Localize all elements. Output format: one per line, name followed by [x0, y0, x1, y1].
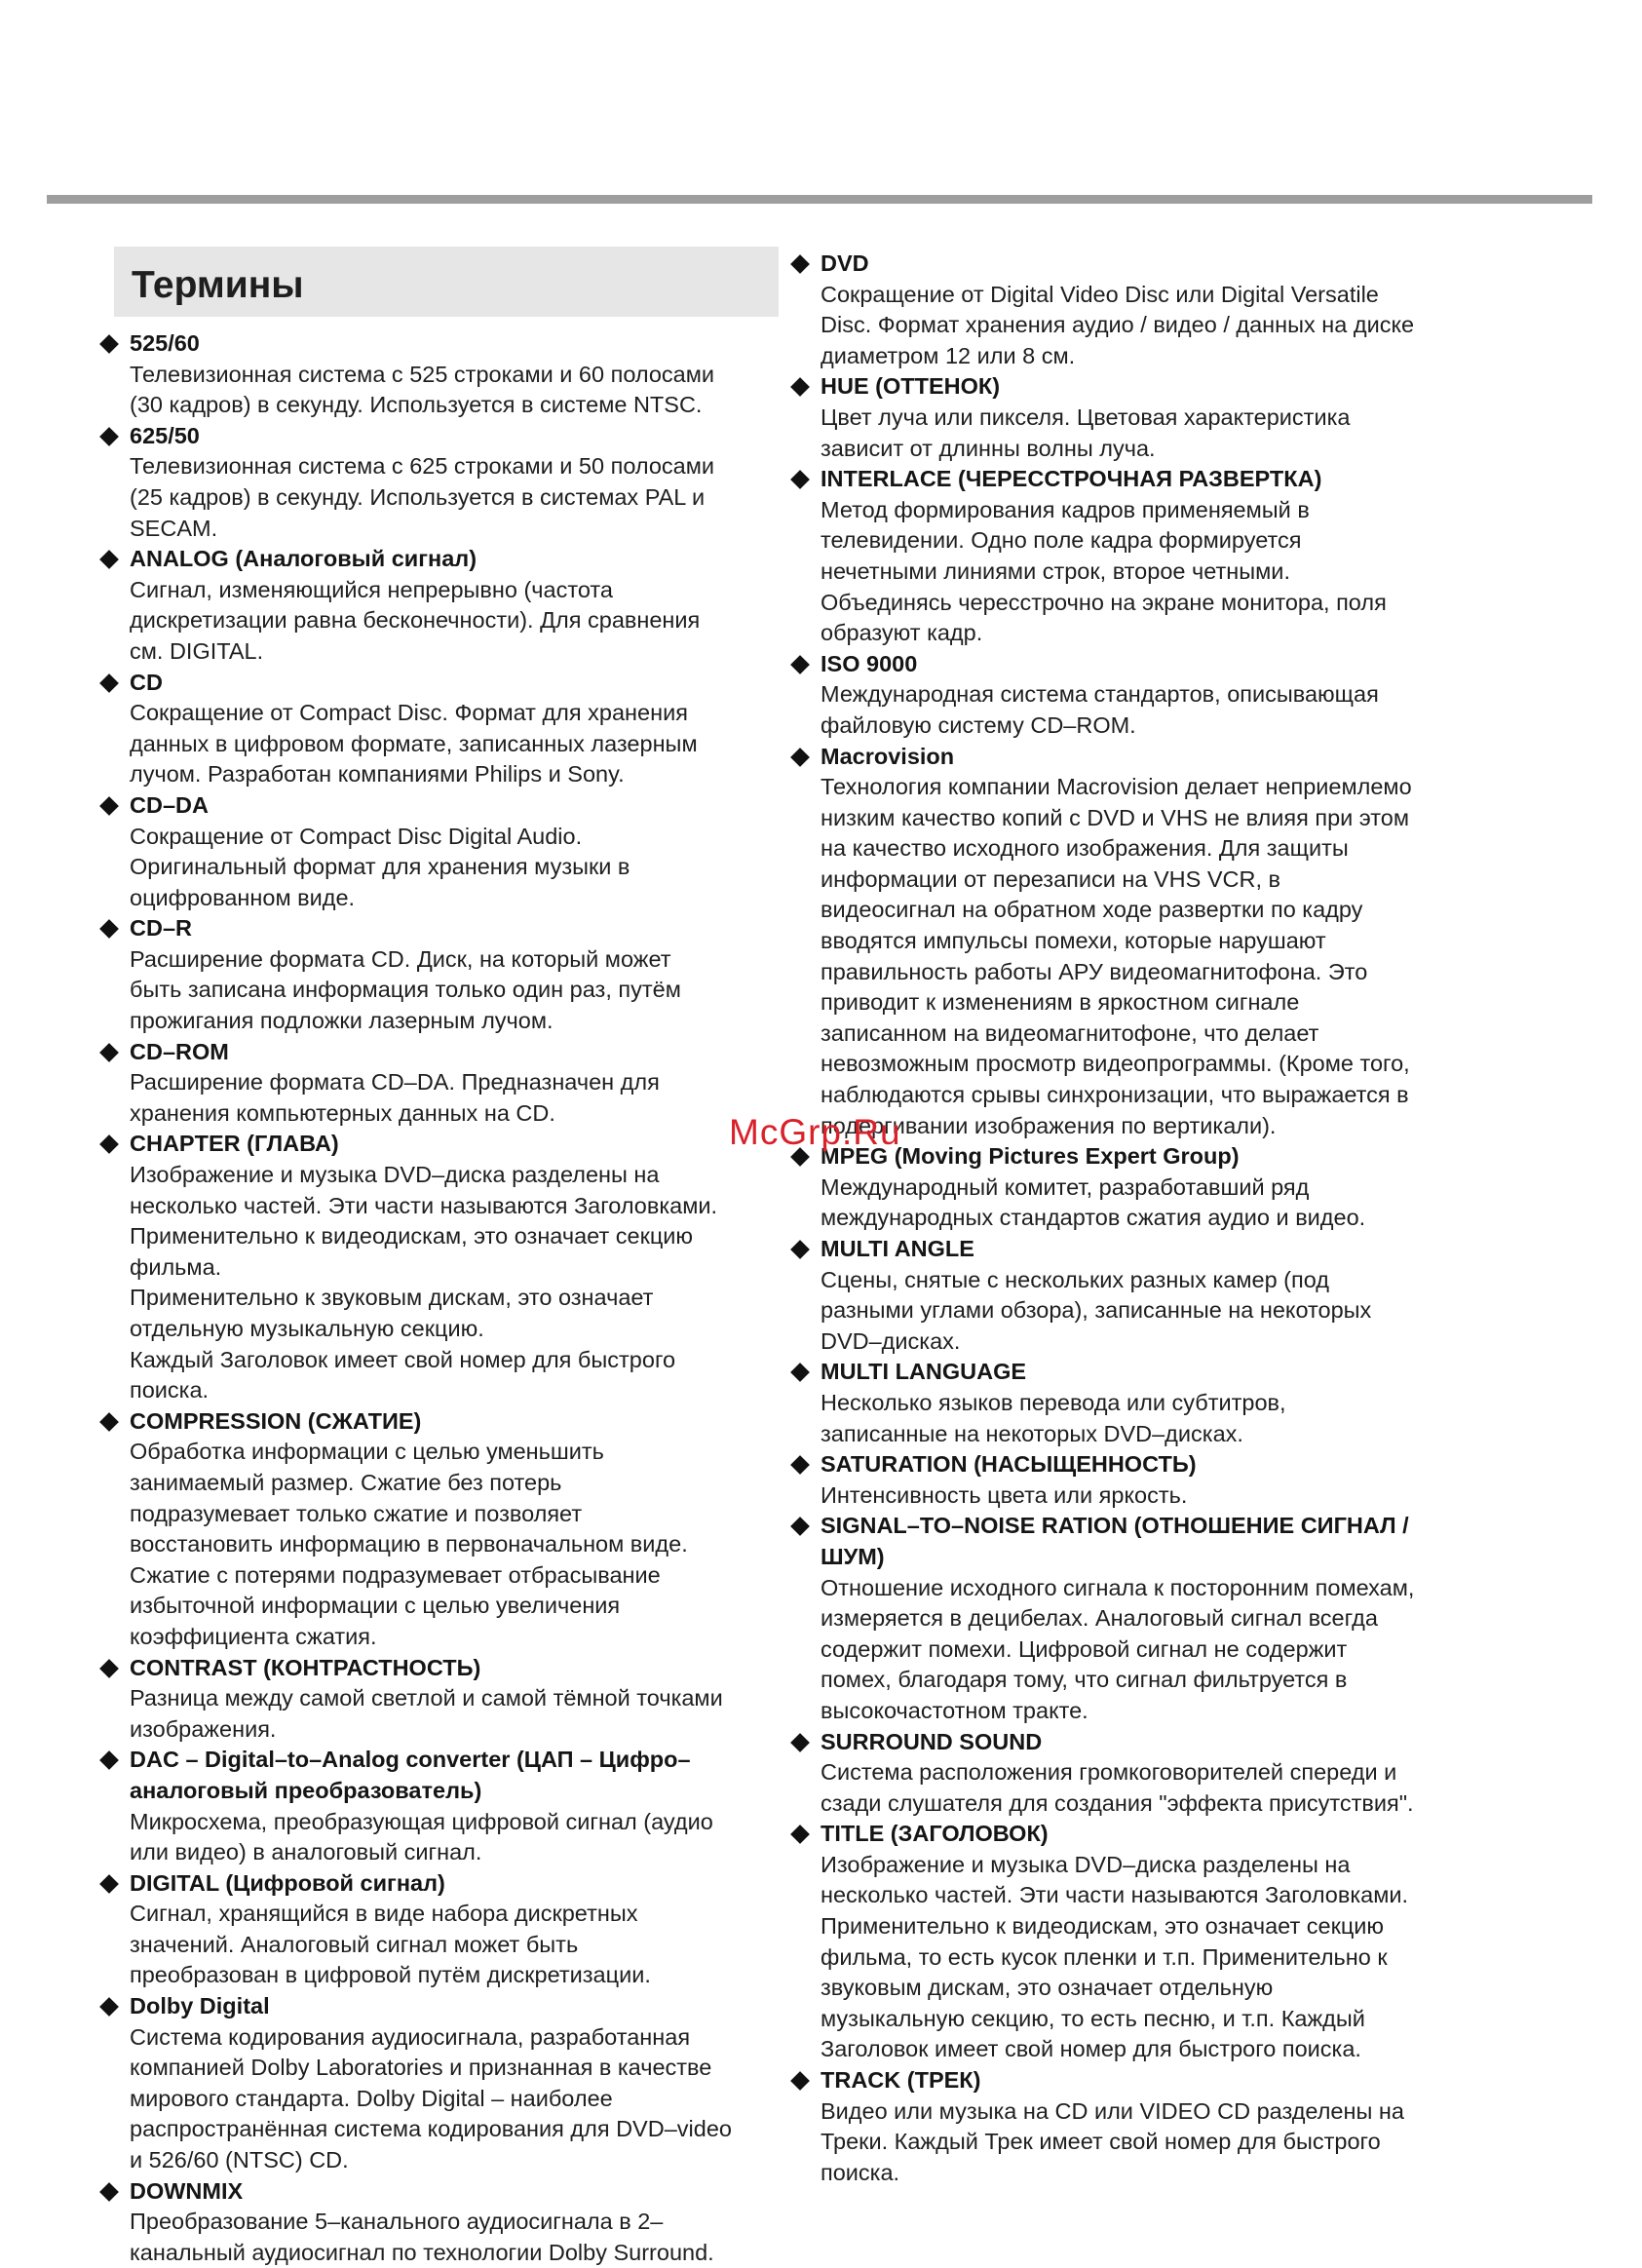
diamond-bullet-icon: [790, 1240, 810, 1259]
glossary-entry: [102, 913, 784, 1036]
glossary-definition: Изображение и музыка DVD–диска разделены на несколько частей. Эти части называются Заголовками. Применительно к видеодискам, это означает секцию фильма, то есть кусок пленки и т.п. Применительно к звуковым дискам, это означает отдельную музыкальную секцию, то есть песню, и т.п. Каждый Заголовок имеет свой номер для быстрого поиска.: [821, 1851, 1409, 2062]
glossary-term: SATURATION (НАСЫЩЕННОСТЬ): [821, 1451, 1197, 1478]
glossary-term: MULTI LANGUAGE: [821, 1359, 1027, 1385]
glossary-definition: Разница между самой светлой и самой тёмной точками изображения.: [130, 1685, 723, 1742]
glossary-term: 525/60: [130, 330, 200, 356]
glossary-term: CD–DA: [130, 791, 209, 818]
section-heading-box: [114, 247, 779, 317]
glossary-entry: [793, 742, 1475, 1142]
diamond-bullet-icon: [99, 1874, 119, 1894]
diamond-bullet-icon: [790, 1517, 810, 1536]
glossary-term: CD: [130, 669, 163, 695]
glossary-entry: [793, 1234, 1475, 1357]
glossary-term: Dolby Digital: [130, 1993, 270, 2019]
glossary-term: DAC – Digital–to–Analog converter (ЦАП – Цифро– аналоговый преобразователь): [130, 1747, 691, 1803]
glossary-definition: Сигнал, изменяющийся непрерывно (частота дискретизации равна бесконечности). Для сравнения см. DIGITAL.: [130, 576, 701, 664]
diamond-bullet-icon: [790, 1363, 810, 1382]
glossary-entry: [793, 1819, 1475, 2065]
watermark: McGrp.Ru: [729, 1112, 901, 1152]
glossary-definition: Сокращение от Digital Video Disc или Digital Versatile Disc. Формат хранения аудио / видео / данных на диске диаметром 12 или 8 см.: [821, 281, 1415, 368]
diamond-bullet-icon: [99, 919, 119, 939]
glossary-entry: [102, 668, 784, 790]
glossary-definition: Сокращение от Compact Disc Digital Audio. Оригинальный формат для хранения музыки в оцифрованном виде.: [130, 823, 630, 910]
glossary-entry: [793, 1357, 1475, 1449]
top-rule: [47, 195, 1592, 204]
diamond-bullet-icon: [99, 1997, 119, 2017]
glossary-definition: Сокращение от Compact Disc. Формат для хранения данных в цифровом формате, записанных лазерным лучом. Разработан компаниями Philips и Sony.: [130, 700, 698, 788]
glossary-term: MPEG (Moving Pictures Expert Group): [821, 1143, 1240, 1170]
glossary-term: TRACK (ТРЕК): [821, 2067, 981, 2094]
diamond-bullet-icon: [790, 1825, 810, 1844]
glossary-entry: [102, 1868, 784, 1991]
glossary-term: 625/50: [130, 422, 200, 448]
right-column: [793, 249, 1475, 2188]
glossary-definition: Микросхема, преобразующая цифровой сигнал (аудио или видео) в аналоговый сигнал.: [130, 1808, 713, 1865]
glossary-term: COMPRESSION (СЖАТИЕ): [130, 1407, 422, 1434]
diamond-bullet-icon: [99, 2182, 119, 2202]
page-title: Термины: [132, 264, 304, 306]
glossary-entry: [102, 790, 784, 913]
diamond-bullet-icon: [790, 2071, 810, 2091]
glossary-definition: Интенсивность цвета или яркость.: [821, 1481, 1188, 1508]
glossary-definition: Международная система стандартов, описывающая файловую систему CD–ROM.: [821, 681, 1379, 738]
diamond-bullet-icon: [790, 655, 810, 674]
diamond-bullet-icon: [790, 1733, 810, 1752]
glossary-entry: [102, 328, 784, 421]
glossary-term: MULTI ANGLE: [821, 1236, 974, 1261]
glossary-definition: Обработка информации с целью уменьшить занимаемый размер. Сжатие без потерь подразумевает только сжатие и позволяет восстановить информацию в первоначальном виде. Сжатие с потерями подразумевает отбрасывание избыточной информации с целью увеличения коэффициента сжатия.: [130, 1439, 688, 1649]
glossary-entry: [102, 1745, 784, 1867]
glossary-term: CD–ROM: [130, 1038, 229, 1064]
glossary-term: CONTRAST (КОНТРАСТНОСТЬ): [130, 1654, 481, 1680]
glossary-entry: [793, 371, 1475, 464]
glossary-entry: [793, 464, 1475, 649]
glossary-entry: [102, 1129, 784, 1405]
glossary-term: Macrovision: [821, 743, 955, 769]
glossary-entry: [793, 2065, 1475, 2188]
glossary-term: SURROUND SOUND: [821, 1728, 1043, 1754]
glossary-term: DIGITAL (Цифровой сигнал): [130, 1869, 445, 1896]
glossary-definition: Международный комитет, разработавший ряд международных стандартов сжатия аудио и видео.: [821, 1173, 1366, 1231]
diamond-bullet-icon: [99, 1412, 119, 1432]
diamond-bullet-icon: [99, 427, 119, 446]
glossary-definition: Несколько языков перевода или субтитров, записанные на некоторых DVD–дисках.: [821, 1389, 1286, 1446]
glossary-term: SIGNAL–TO–NOISE RATION (ОТНОШЕНИЕ СИГНАЛ / ШУМ): [821, 1513, 1409, 1569]
glossary-entry: [102, 421, 784, 544]
glossary-definition: Сцены, снятые с нескольких разных камер (под разными углами обзора), записанные на некоторых DVD–дисках.: [821, 1266, 1372, 1354]
glossary-term: DOWNMIX: [130, 2177, 244, 2204]
diamond-bullet-icon: [99, 550, 119, 569]
glossary-definition: Телевизионная система с 525 строками и 60 полосами (30 кадров) в секунду. Используется в системе NTSC.: [130, 361, 715, 418]
diamond-bullet-icon: [790, 1455, 810, 1475]
glossary-entry: [102, 1037, 784, 1130]
glossary-term: TITLE (ЗАГОЛОВОК): [821, 1821, 1049, 1847]
glossary-definition: Расширение формата CD. Диск, на который может быть записана информация только один раз, путём прожигания подложки лазерным лучом.: [130, 945, 681, 1034]
glossary-definition: Технология компании Macrovision делает неприемлемо низким качество копий с DVD и VHS не влияя при этом на качество исходного изображения. Для защиты информации от перезаписи на VHS VCR, в видеосигнал на обратном ходе развертки по кадру вводятся импульсы помехи, которые нарушают правильность работы АРУ видеомагнитофона. Это приводит к изменениям в яркостном сигнале записанном на видеомагнитофоне, что делает невозможным просмотр видеопрограммы. (Кроме того, наблюдаются срывы синхронизации, что выражается в подергивании изображения по вертикали).: [821, 774, 1412, 1138]
glossary-definition: Изображение и музыка DVD–диска разделены на несколько частей. Эти части называются Заголовками. Применительно к видеодискам, это означает секцию фильма. Применительно к звуковым дискам, это означает отдельную музыкальную секцию. Каждый Заголовок имеет свой номер для быстрого поиска.: [130, 1162, 718, 1403]
glossary-definition: Система кодирования аудиосигнала, разработанная компанией Dolby Laboratories и признанная в качестве мирового стандарта. Dolby Digital – наиболее распространённая система кодирования для DVD–video и 526/60 (NTSC) CD.: [130, 2023, 732, 2173]
glossary-entry: [793, 1727, 1475, 1820]
glossary-definition: Отношение исходного сигнала к посторонним помехам, измеряется в децибелах. Аналоговый сигнал всегда содержит помехи. Цифровой сигнал не содержит помех, благодаря тому, что сигнал фильтруется в высокочастотном тракте.: [821, 1574, 1415, 1723]
diamond-bullet-icon: [99, 1750, 119, 1770]
left-column: [102, 328, 784, 2268]
glossary-entry: [102, 2176, 784, 2268]
diamond-bullet-icon: [99, 1659, 119, 1678]
glossary-term: HUE (ОТТЕНОК): [821, 373, 1001, 400]
glossary-definition: Цвет луча или пикселя. Цветовая характеристика зависит от длинны волны луча.: [821, 404, 1351, 461]
glossary-entry: [102, 544, 784, 667]
glossary-definition: Сигнал, хранящийся в виде набора дискретных значений. Аналоговый сигнал может быть преобразован в цифровой путём дискретизации.: [130, 1901, 651, 1988]
diamond-bullet-icon: [99, 796, 119, 816]
glossary-entry: [793, 249, 1475, 371]
glossary-term: DVD: [821, 250, 869, 276]
glossary-entry: [102, 1653, 784, 1746]
glossary-entry: [102, 1406, 784, 1653]
glossary-entry: [793, 1449, 1475, 1511]
glossary-definition: Расширение формата CD–DA. Предназначен для хранения компьютерных данных на CD.: [130, 1069, 660, 1126]
glossary-entry: [793, 1141, 1475, 1234]
glossary-term: INTERLACE (ЧЕРЕССТРОЧНАЯ РАЗВЕРТКА): [821, 466, 1322, 492]
glossary-definition: Метод формирования кадров применяемый в телевидении. Одно поле кадра формируется нечетными линиями строк, второе четными. Объединясь чересстрочно на экране монитора, поля образуют кадр.: [821, 496, 1387, 646]
diamond-bullet-icon: [99, 1135, 119, 1155]
glossary-definition: Преобразование 5–канального аудиосигнала в 2– канальный аудиосигнал по технологии Dolby Surround.: [130, 2209, 714, 2265]
glossary-entry: [102, 1991, 784, 2176]
diamond-bullet-icon: [790, 377, 810, 397]
glossary-definition: Телевизионная система с 625 строками и 50 полосами (25 кадров) в секунду. Используется в системах PAL и SECAM.: [130, 453, 715, 541]
diamond-bullet-icon: [790, 470, 810, 489]
glossary-entry: [793, 1511, 1475, 1726]
diamond-bullet-icon: [99, 1043, 119, 1062]
diamond-bullet-icon: [99, 673, 119, 693]
diamond-bullet-icon: [99, 334, 119, 354]
glossary-term: CD–R: [130, 915, 192, 942]
glossary-term: CHAPTER (ГЛАВА): [130, 1131, 339, 1157]
diamond-bullet-icon: [790, 748, 810, 767]
diamond-bullet-icon: [790, 254, 810, 274]
glossary-term: ISO 9000: [821, 650, 918, 676]
glossary-definition: Система расположения громкоговорителей спереди и сзади слушателя для создания "эффекта присутствия".: [821, 1759, 1414, 1816]
glossary-term: ANALOG (Аналоговый сигнал): [130, 546, 477, 572]
glossary-definition: Видео или музыка на CD или VIDEO CD разделены на Треки. Каждый Трек имеет свой номер для быстрого поиска.: [821, 2097, 1404, 2185]
glossary-entry: [793, 649, 1475, 742]
